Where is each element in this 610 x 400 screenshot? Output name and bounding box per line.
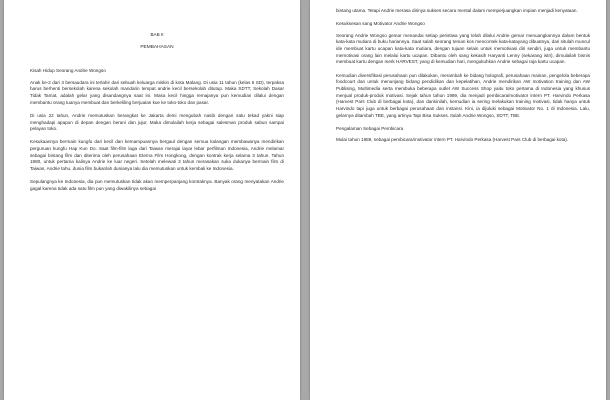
document-page-left [4,0,300,400]
paragraph: Kemudian diversifikasi perusahaan pun dilakukan, merambah ke bidang holografi, perusahaan mainan, pengelola beberapa foodcourt dan untuk menunjang bidang pendidikan dan kepelatihan, Andrie mendirikan AW motivation training dan AW Publising, Multimedia serta membuka beberapa outlet AW Success Shop yaitu toko pertama di Indonesia yang khusus menjual produk-produk motivasi. Sejak tahun tahun 1989, dia menjadi pembicara/motivator intern PT. Harvindo Perkasa (Harvest Pars Club di berbagai kota), dan darisinilah, kemudian ia sering melakukan training motivasi, tidak hanya untuk Harvindo tapi juga untuk berbagai perusahaan dan instansi. Kini, ia dijuluki sebagai Motivator No. 1 di Indonesia. Lalu, gelarnya ditambah TBE, yang artinya Tapi Bisa Sukses. Itulah Andrie Wongso, SDTT, TBE. [336,72,590,118]
paragraph: Di usia 22 tahun, Andrie memutuskan berangkat ke Jakarta demi mengubah nasib dengan satu tekad yakni siap menghadapi apapun di depan dengan berani dan jujur. Maka dimulailah kerja sebagai salesman produk sabun sampai pelayan toko. [30,112,284,132]
paragraph: Kesukaannya bermain kungfu dari kecil dan kemampuannya bergaul dengan semua kalangan membawanya mendirikan perguruan kungfu Hap Kun Do. Saat film-film laga dari Taiwan merajai layar lebar perfilman Indonesia, Andrie melamar sebagai bintang film dan diterima oleh perusahaan Eterna Film Hongkong, dengan kontrak kerja selama 3 tahun. Tahun 1980, untuk pertama kalinya Andrie ke luar negeri. Setelah melewati 3 tahun merasakan suka dukanya bermain film di Taiwan, Andrie tahu, dunia film bukanlah dunianya lalu dia memutuskan untuk kembali ke Indonesia. [30,139,284,171]
subheading-success: Kesuksesan sang Motivator Andrie Wongso [336,21,425,27]
chapter-heading: BAB II [150,32,164,37]
subheading-speaker: Pengalaman Sebagai Pembicara [336,125,404,131]
page-left-body [30,32,284,199]
subheading-life-story: Kisah Hidup Seorang Andrie Wongso [30,68,106,74]
paragraph: Mulai tahun 1989, sebagai pembicara/motivator intern PT. Harvindo Perkasa (Harvest Pars Club di berbagai kota). [336,137,569,143]
paragraph: Sepulangnya ke Indonesia, dia pun memutuskan tidak akan memperpanjang kontraknya. Banyak orang menyatakan Andrie gagal karena tidak ada satu film pun yang diwakilinya sebagai [30,179,284,191]
page-right-body [336,8,590,151]
paragraph: Seorang Andrie Wongso gemar menandai setiap peristiwa yang telah dilalui Andrie gemar menuangkannya dalam bentuk kata-kata mutiara di buku hariannya. Saat salah seorang teman kos mencontek kata-katayang dibuatnya, dari situlah muncul ide membuat kartu ucapan kata-kata mutiara, dengan tujuan selain untuk memotivasi diri sendiri, juga untuk membantu memotivasi orang lain melalui kartu ucapan. Dibantu oleh sang kekasih Haryanti Lenny (sekarang istri), dimulailah bisnis membuat kartu dengan merk HARVEST, yang di kemudian hari, mengukuhkan Andrie sebagai raja kartu ucapan. [336,32,590,65]
paragraph: bintang utama. Tetapi Andrie merasa dirinya sukses secara mental dalam memperjuangkan impian menjadi kenyataan. [336,8,578,13]
document-page-right [310,0,606,400]
section-heading: PEMBAHASAN [140,45,174,51]
paragraph: Anak ke-2 dari 3 bersaudara ini terlahir dari sebuah keluarga miskin di kota Malang. Di usia 11 tahun (kelas 6 SD), terpaksa harus berhenti bersekolah karena sekolah mandarin tempat andrie kecil bersekolah ditutup. Maka SDTT, Sekolah Dasar Tidak Tamat, adalah gelar yang disandangnya saat ini. Masa kecil hingga remajanya pun kemudian dilalui dengan membantu orang tuanya membuat dan berkeliling berjualan kue ke toko-toko dan pasar. [30,79,284,105]
